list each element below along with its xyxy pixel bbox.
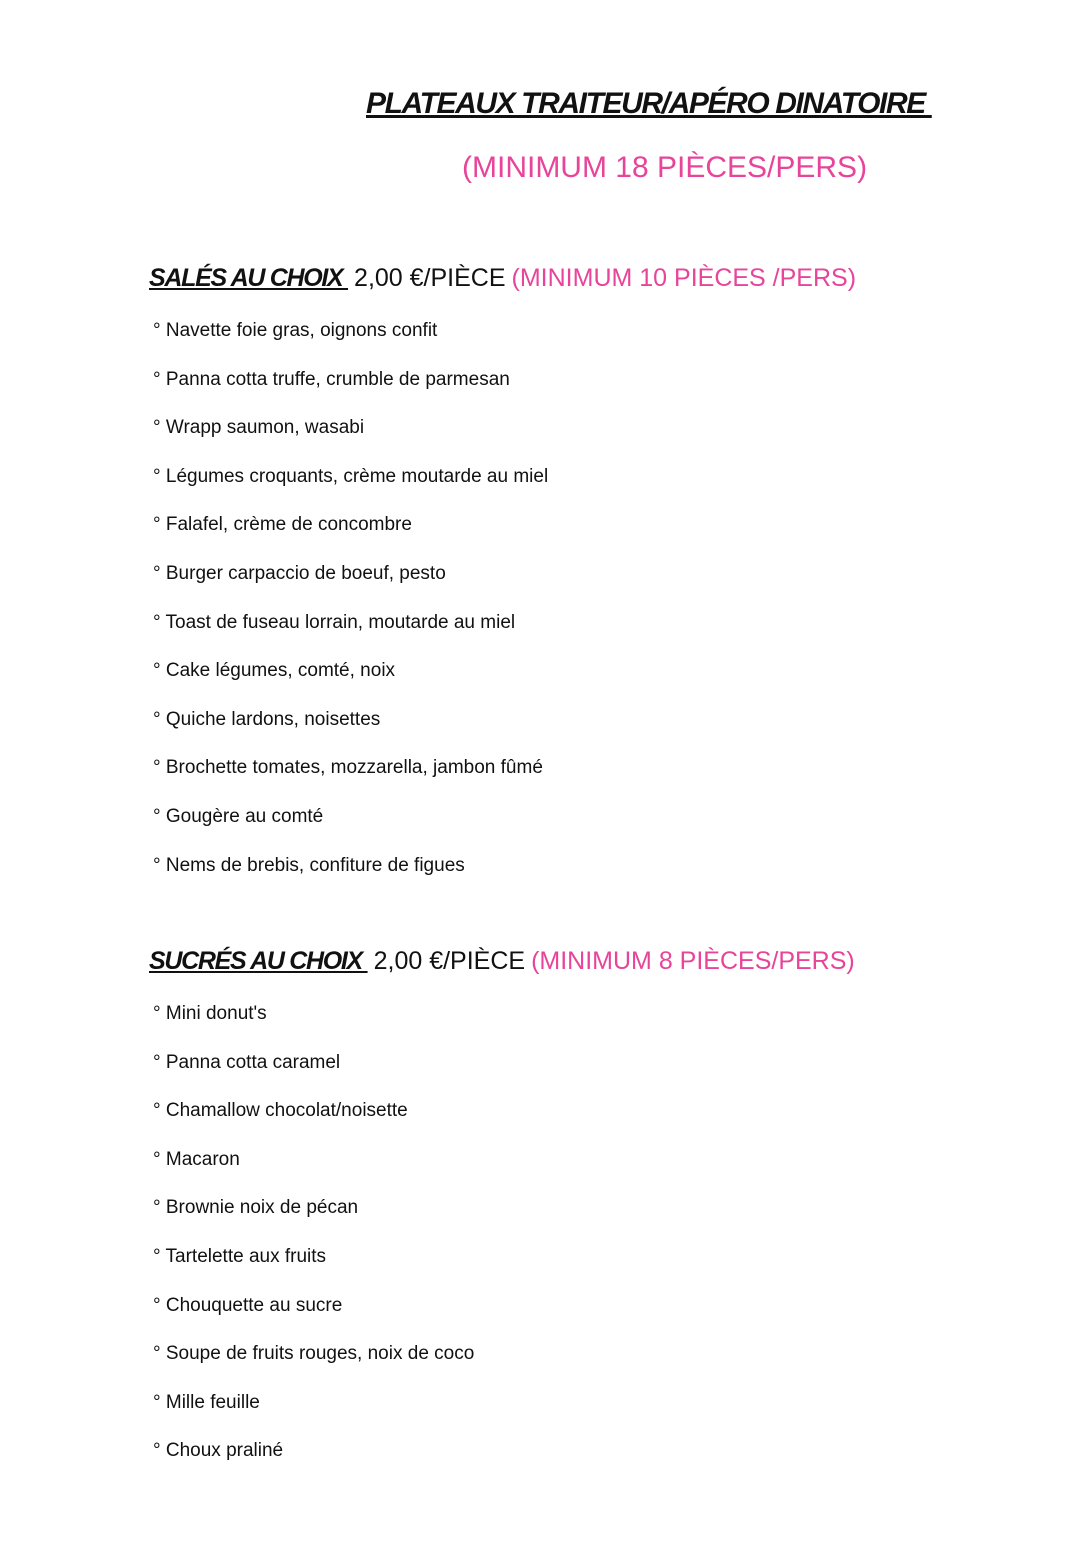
list-item: ° Nems de brebis, confiture de figues [153, 854, 465, 876]
list-item: ° Macaron [153, 1148, 240, 1170]
list-item: ° Burger carpaccio de boeuf, pesto [153, 562, 446, 584]
list-item: ° Chouquette au sucre [153, 1294, 343, 1316]
list-item: ° Falafel, crème de concombre [153, 514, 412, 536]
list-item: ° Mini donut's [153, 1003, 267, 1024]
sales-section-header [149, 263, 856, 293]
list-item: ° Toast de fuseau lorrain, moutarde au miel [153, 611, 516, 633]
page-title: PLATEAUX TRAITEUR/APÉRO DINATOIRE [366, 87, 932, 120]
sucres-minimum: (MINIMUM 8 PIÈCES/PERS) [531, 947, 855, 975]
page-subtitle-minimum: (MINIMUM 18 PIÈCES/PERS) [462, 151, 868, 184]
list-item: ° Panna cotta truffe, crumble de parmesan [153, 368, 510, 390]
sucres-section-title: SUCRÉS AU CHOIX [149, 947, 368, 975]
sucres-item-list [153, 1002, 474, 1488]
list-item: ° Panna cotta caramel [153, 1051, 341, 1073]
list-item: ° Navette foie gras, oignons confit [153, 320, 438, 341]
list-item: ° Choux praliné [153, 1440, 284, 1462]
list-item: ° Quiche lardons, noisettes [153, 708, 381, 730]
list-item: ° Cake légumes, comté, noix [153, 660, 396, 682]
list-item: ° Mille feuille [153, 1391, 260, 1413]
list-item: ° Brownie noix de pécan [153, 1197, 359, 1219]
list-item: ° Chamallow chocolat/noisette [153, 1100, 408, 1122]
sales-section-title: SALÉS AU CHOIX [149, 264, 349, 292]
sales-item-list [153, 319, 548, 902]
sales-minimum: (MINIMUM 10 PIÈCES /PERS) [511, 264, 857, 292]
sucres-price: 2,00 €/PIÈCE [373, 947, 526, 975]
list-item: ° Légumes croquants, crème moutarde au miel [153, 465, 549, 487]
list-item: ° Soupe de fruits rouges, noix de coco [153, 1343, 475, 1365]
list-item: ° Gougère au comté [153, 805, 324, 827]
list-item: ° Wrapp saumon, wasabi [153, 417, 365, 439]
list-item: ° Brochette tomates, mozzarella, jambon fûmé [153, 757, 543, 779]
sales-price: 2,00 €/PIÈCE [354, 264, 506, 292]
sucres-section-header [149, 946, 855, 976]
list-item: ° Tartelette aux fruits [153, 1245, 327, 1267]
